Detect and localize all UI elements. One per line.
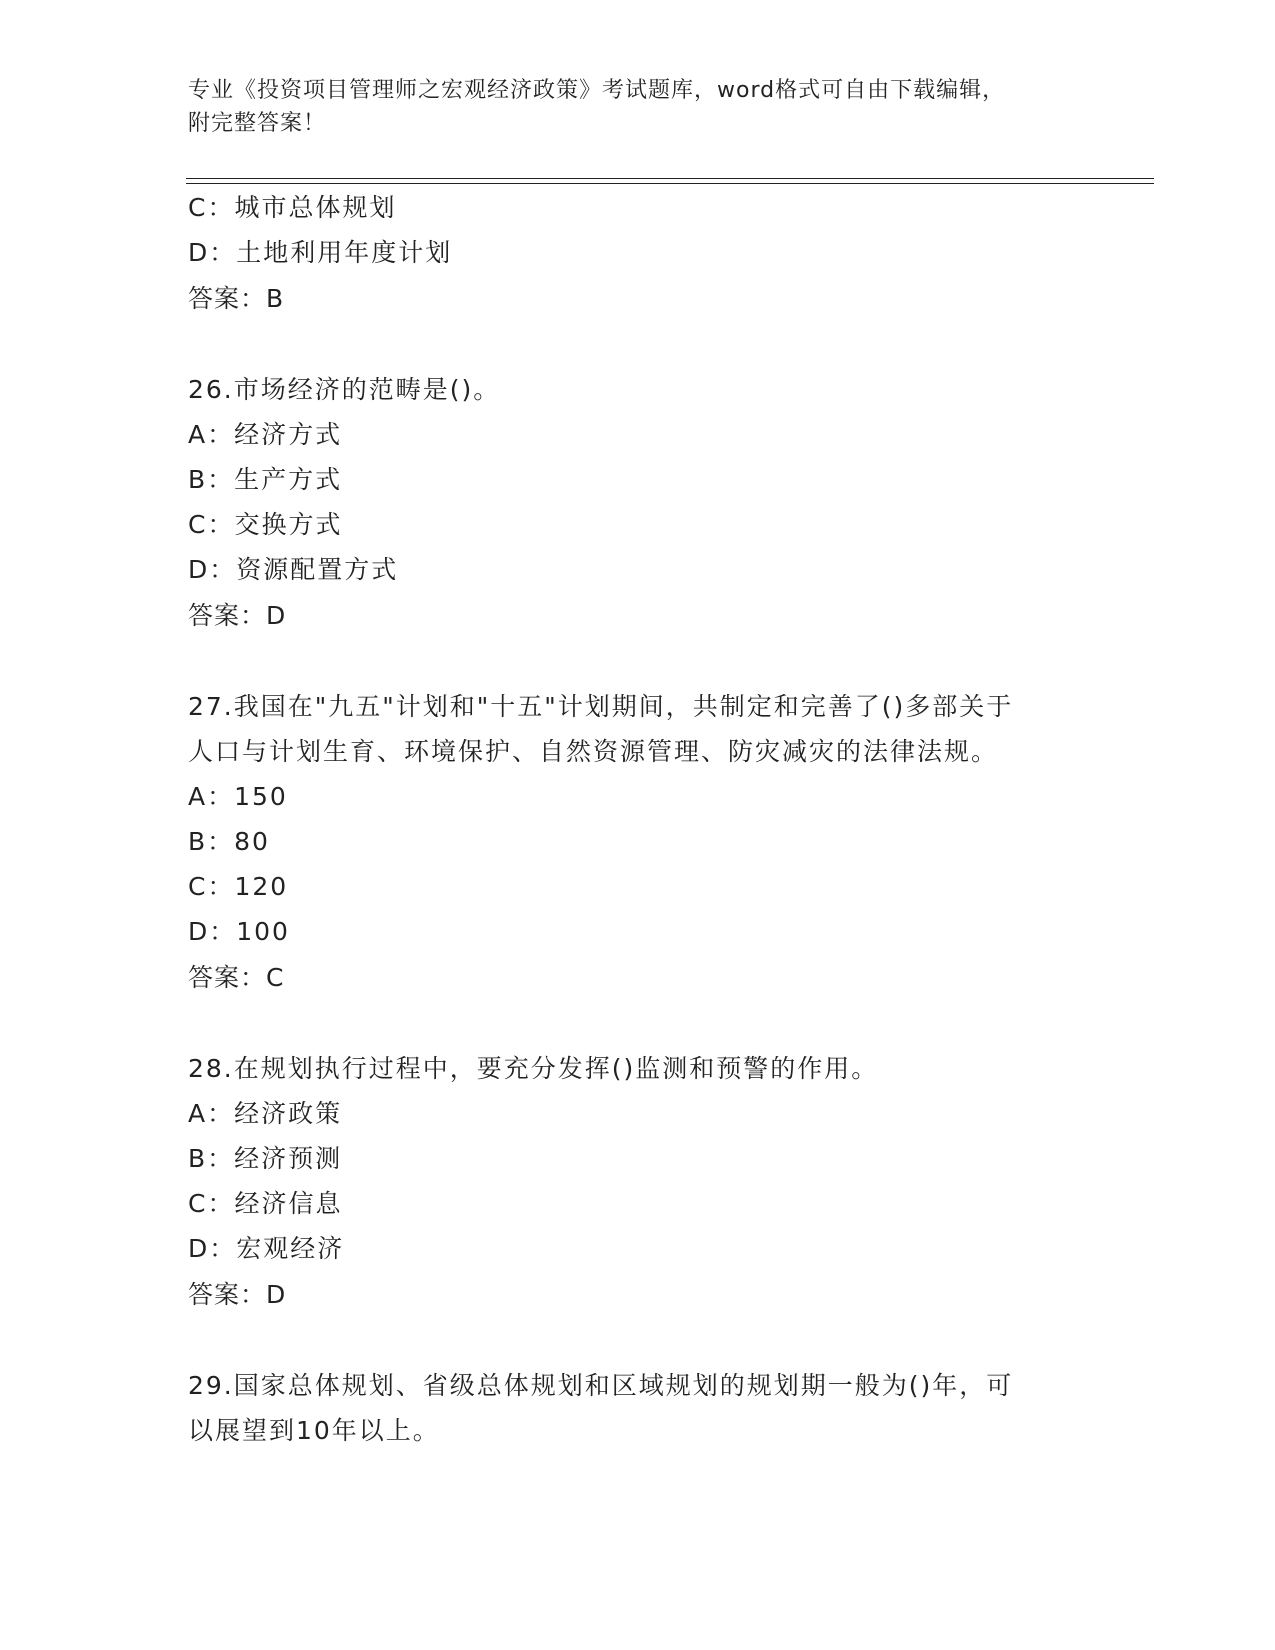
- header-rule-top: [186, 178, 1154, 179]
- question-28-option-b: B：经济预测: [188, 1144, 343, 1173]
- question-28-option-a: A：经济政策: [188, 1099, 343, 1128]
- question-28-answer: 答案：D: [188, 1280, 287, 1309]
- question-27-option-d: D：100: [188, 917, 290, 946]
- question-26-option-c: C：交换方式: [188, 510, 343, 539]
- question-29-stem-line-1: 29.国家总体规划、省级总体规划和区域规划的规划期一般为()年，可: [188, 1371, 1014, 1400]
- answer: 答案：B: [188, 284, 285, 313]
- question-29-stem-line-2: 以展望到10年以上。: [188, 1416, 440, 1445]
- header-rule-bottom: [186, 183, 1154, 184]
- question-28-stem: 28.在规划执行过程中，要充分发挥()监测和预警的作用。: [188, 1054, 879, 1083]
- question-27-stem-line-1: 27.我国在"九五"计划和"十五"计划期间，共制定和完善了()多部关于: [188, 692, 1014, 721]
- question-27-stem-line-2: 人口与计划生育、环境保护、自然资源管理、防灾减灾的法律法规。: [188, 737, 999, 766]
- question-26-option-b: B：生产方式: [188, 465, 343, 494]
- option-d: D：土地利用年度计划: [188, 238, 453, 267]
- question-28-option-c: C：经济信息: [188, 1189, 343, 1218]
- document-header: [188, 74, 1088, 140]
- question-27-option-a: A：150: [188, 782, 288, 811]
- question-26-answer: 答案：D: [188, 601, 287, 630]
- question-27-answer: 答案：C: [188, 963, 285, 992]
- header-line-1: 专业《投资项目管理师之宏观经济政策》考试题库，word格式可自由下载编辑，: [188, 78, 1006, 103]
- question-26-option-a: A：经济方式: [188, 420, 343, 449]
- question-27-option-c: C：120: [188, 872, 289, 901]
- question-26-option-d: D：资源配置方式: [188, 555, 399, 584]
- option-c: C：城市总体规划: [188, 193, 397, 222]
- question-26-stem: 26.市场经济的范畴是()。: [188, 375, 501, 404]
- question-28-option-d: D：宏观经济: [188, 1234, 345, 1263]
- question-27-option-b: B：80: [188, 827, 270, 856]
- header-line-2: 附完整答案！: [188, 111, 327, 136]
